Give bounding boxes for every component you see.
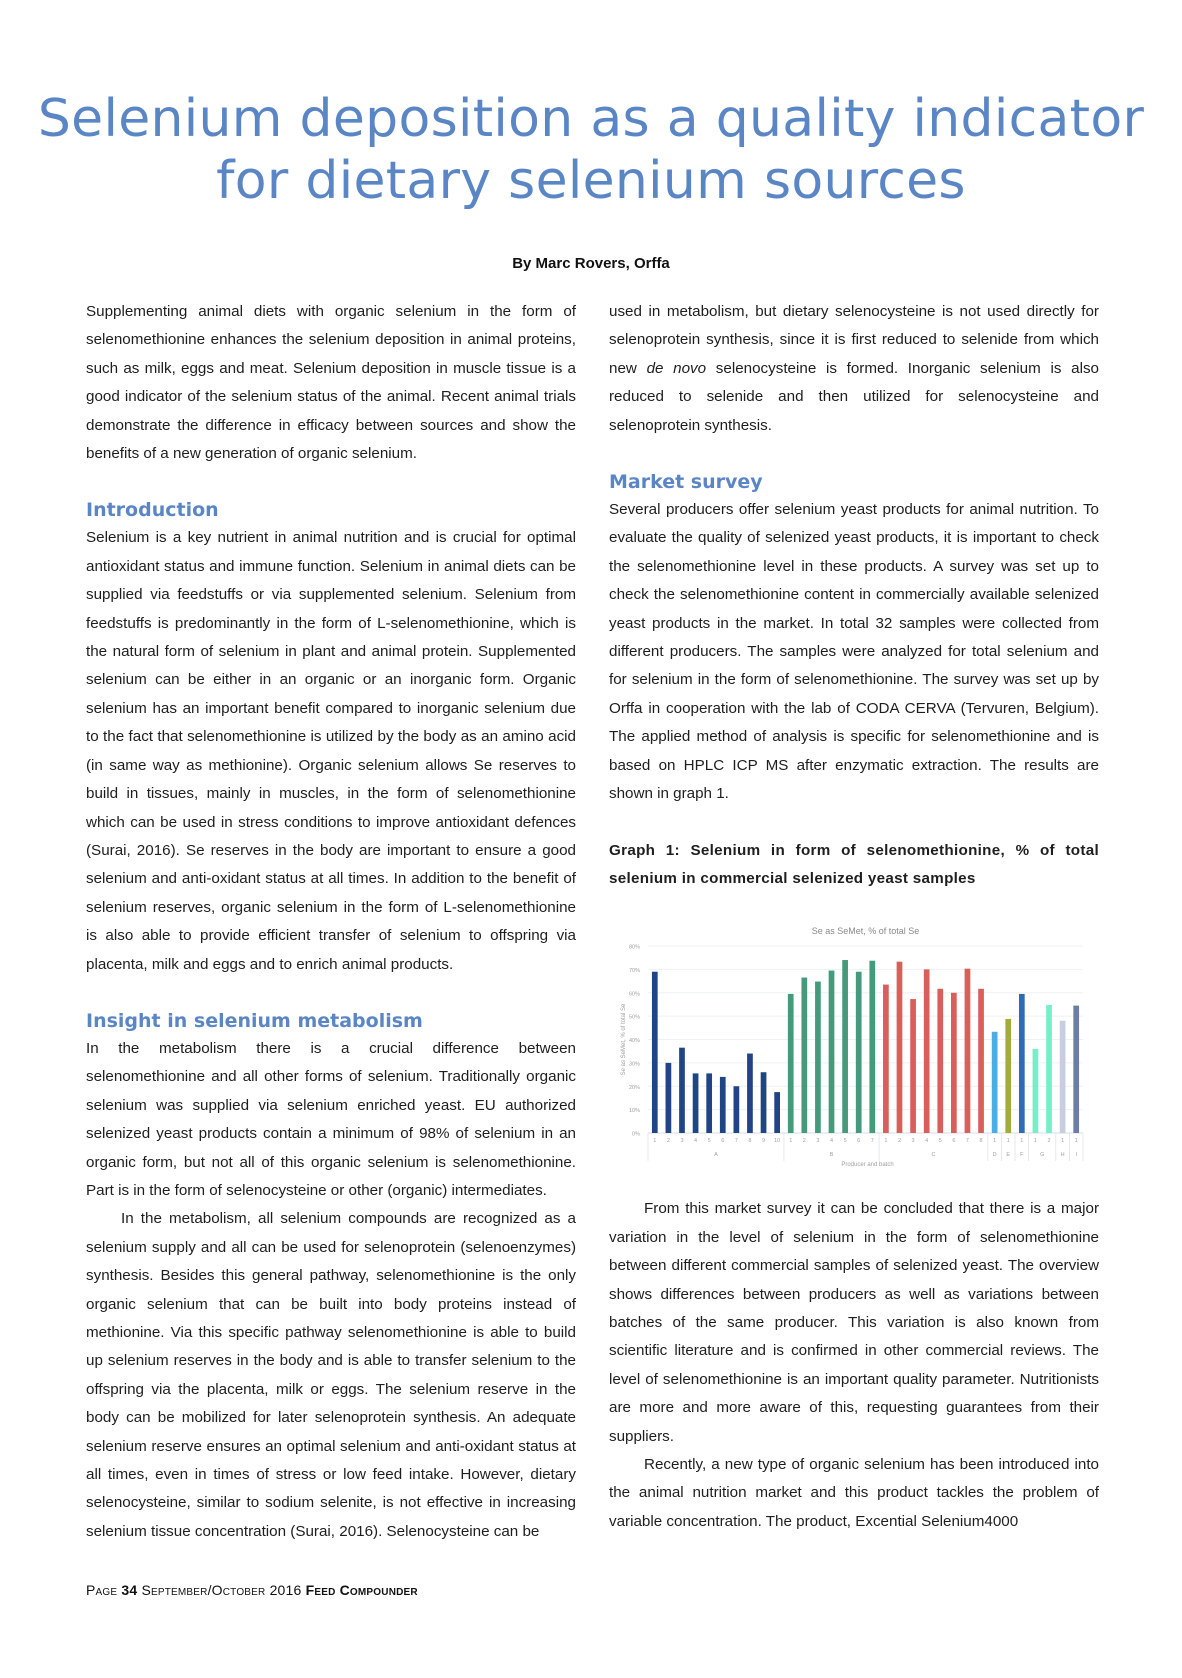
batch-label: 1	[1006, 1138, 1010, 1144]
batch-label: 4	[829, 1138, 834, 1144]
batch-label: 1	[1020, 1138, 1024, 1144]
y-tick-label: 60%	[628, 991, 640, 998]
batch-label: 1	[789, 1138, 793, 1144]
bar	[1005, 1019, 1011, 1133]
batch-label: 6	[952, 1138, 956, 1144]
page-footer	[86, 1582, 418, 1598]
batch-label: 9	[762, 1138, 766, 1144]
continued-paragraph	[609, 298, 1099, 440]
producer-label: B	[829, 1152, 834, 1158]
footer-publication: Feed Compounder	[305, 1582, 418, 1598]
chart-title: Se as SeMet, % of total Se	[811, 926, 920, 936]
title-line-2: for dietary selenium sources	[216, 151, 966, 211]
batch-label: 3	[680, 1138, 684, 1144]
batch-label: 2	[897, 1138, 902, 1144]
batch-label: 1	[884, 1138, 888, 1144]
producer-label: G	[1040, 1152, 1045, 1158]
bar	[1060, 1021, 1066, 1133]
footer-page-word: Page	[86, 1582, 118, 1598]
introduction-paragraph: Selenium is a key nutrient in animal nutrition and is crucial for optimal antioxidant status and immune function. Selenium in animal diets can be supplied via feedstuffs or via supplemented selenium. Selenium from feedstuffs is predominantly in the form of L-selenomethionine, which is the natural form of selenium in plant and animal protein. Supplemented selenium can be either in an organic or an inorganic form. Organic selenium has an important benefit compared to inorganic selenium due to the fact that selenomethionine is utilized by the body as an amino acid (in same way as methionine). Organic selenium allows Se reserves to build in tissues, mainly in muscles, in the form of selenomethionine which can be used in stress conditions to improve antioxidant defences (Surai, 2016). Se reserves in the body are important to ensure a good selenium and anti-oxidant status at all times. In addition to the benefit of selenium reserves, organic selenium in the form of L-selenomethionine is also able to provide efficient transfer of selenium to offspring via placenta, milk and eggs and to enrich animal products.	[86, 529, 576, 973]
bar	[788, 994, 794, 1133]
batch-label: 4	[694, 1138, 698, 1144]
batch-label: 6	[857, 1138, 861, 1144]
y-tick-label: 40%	[628, 1038, 640, 1044]
bar	[801, 978, 807, 1133]
bar	[937, 989, 943, 1133]
bar	[829, 971, 835, 1133]
bar	[910, 999, 916, 1133]
batch-label: 7	[965, 1138, 969, 1144]
bar	[1019, 994, 1025, 1133]
market-survey-heading: Market survey	[609, 471, 763, 494]
y-tick-label: 10%	[628, 1108, 640, 1115]
bar	[1073, 1006, 1079, 1133]
batch-label: 3	[911, 1138, 915, 1144]
batch-label: 8	[979, 1138, 983, 1144]
bar	[1033, 1049, 1039, 1133]
bar	[734, 1086, 740, 1133]
batch-label: 2	[1047, 1138, 1051, 1144]
continued-text-1: used in metabolism, but dietary selenocysteine is not used directly for selenoprotein synthesis, since it is first reduced to selenide from which new	[609, 303, 1099, 377]
batch-label: 7	[734, 1138, 738, 1144]
market-survey-paragraph: Several producers offer selenium yeast products for animal nutrition. To evaluate the quality of selenized yeast products, it is important to check the selenomethionine level in these products. A survey was set up to check the selenomethionine content in commercially available selenized yeast products in the market. In total 32 samples were collected from different producers. The samples were analyzed for total selenium and for selenium in the form of selenomethionine. The survey was set up by Orffa in cooperation with the lab of CODA CERVA (Tervuren, Belgium). The applied method of analysis is specific for selenomethionine and is based on HPLC ICP MS after enzymatic extraction. The results are shown in graph 1.	[609, 501, 1099, 803]
producer-label: D	[992, 1152, 997, 1158]
batch-label: 3	[816, 1138, 820, 1144]
bar	[978, 989, 984, 1133]
bar	[897, 962, 903, 1133]
bar	[706, 1073, 712, 1133]
batch-label: 1	[993, 1138, 997, 1144]
bar	[856, 972, 862, 1133]
bar	[774, 1092, 780, 1133]
y-tick-label: 20%	[628, 1084, 640, 1091]
batch-label: 1	[1061, 1138, 1065, 1144]
article-title	[0, 88, 1182, 212]
bar	[747, 1054, 753, 1133]
batch-label: 2	[666, 1138, 670, 1144]
continued-text-2: selenocysteine is formed. Inorganic selenium is also reduced to selenide and then utilized for selenocysteine and selenoprotein synthesis.	[609, 359, 1099, 434]
footer-issue: September/October	[141, 1582, 266, 1598]
y-tick-label: 80%	[628, 944, 640, 951]
bar-chart	[600, 915, 1100, 1185]
bar	[761, 1072, 767, 1133]
batch-label: 7	[870, 1138, 874, 1144]
bar	[679, 1048, 685, 1133]
producer-label: A	[714, 1152, 718, 1158]
bar	[951, 993, 957, 1133]
graph-caption: Graph 1: Selenium in form of selenomethionine, % of total selenium in commercial selenized yeast samples	[609, 841, 1099, 887]
bar	[720, 1077, 726, 1133]
y-tick-label: 50%	[628, 1014, 640, 1021]
bar	[869, 961, 875, 1133]
batch-label: 5	[938, 1138, 942, 1144]
bar-chart-svg	[600, 915, 1100, 1185]
bar	[924, 969, 930, 1133]
insight-heading: Insight in selenium metabolism	[86, 1009, 423, 1032]
intro-paragraph: Supplementing animal diets with organic selenium in the form of selenomethionine enhances the selenium deposition in animal proteins, such as milk, eggs and meat. Selenium deposition in muscle tissue is a good indicator of the selenium status of the animal. Recent animal trials demonstrate the difference in efficacy between sources and show the benefits of a new generation of organic selenium.	[86, 303, 576, 463]
batch-label: 5	[843, 1138, 847, 1144]
producer-label: I	[1075, 1152, 1077, 1158]
producer-label: C	[931, 1152, 936, 1158]
batch-label: 4	[925, 1138, 929, 1144]
x-axis-label: Producer and batch	[841, 1162, 894, 1168]
footer-year: 2016	[269, 1582, 302, 1598]
bar	[992, 1032, 998, 1133]
producer-label: F	[1020, 1152, 1024, 1158]
batch-label: 1	[653, 1138, 657, 1144]
bar	[883, 985, 889, 1133]
producer-label: H	[1060, 1152, 1065, 1158]
batch-label: 6	[721, 1138, 725, 1144]
bar	[842, 960, 848, 1133]
title-line-1: Selenium deposition as a quality indicator	[37, 89, 1145, 149]
bar	[1046, 1005, 1052, 1133]
bar	[965, 969, 971, 1133]
batch-label: 2	[802, 1138, 806, 1144]
recent-paragraph: Recently, a new type of organic selenium has been introduced into the animal nutrition market and this product tackles the problem of variable concentration. The product, Excential Selenium4000	[609, 1455, 1099, 1530]
bar	[693, 1073, 699, 1133]
batch-label: 10	[774, 1138, 781, 1144]
batch-label: 1	[1074, 1138, 1078, 1144]
introduction-heading: Introduction	[86, 499, 219, 522]
producer-label: E	[1006, 1152, 1011, 1158]
footer-page-number: 34	[121, 1582, 138, 1598]
insight-paragraph-2: In the metabolism, all selenium compounds are recognized as a selenium supply and all can be used for selenoprotein (selenoenzymes) synthesis. Besides this general pathway, selenomethionine is the only organic selenium that can be built into body proteins instead of methionine. Via this specific pathway selenomethionine is able to build up selenium reserves in the body and is able to transfer selenium to the offspring via the placenta, milk or eggs. The selenium reserve in the body can be mobilized for later selenoprotein synthesis. An adequate selenium reserve ensures an optimal selenium and anti-oxidant status at all times, even in times of stress or low feed intake. However, dietary selenocysteine, similar to sodium selenite, is not effective in increasing selenium tissue concentration (Surai, 2016). Selenocysteine can be	[86, 1210, 576, 1540]
conclusion-paragraph: From this market survey it can be concluded that there is a major variation in the level of selenium in the form of selenomethionine between different commercial samples of selenized yeast. The overview shows differences between producers as well as variations between batches of the same producer. This variation is also known from scientific literature and is confirmed in other commercial reviews. The level of selenomethionine is an important quality parameter. Nutritionists are more and more aware of this, requesting guarantees from their suppliers.	[609, 1200, 1099, 1445]
y-tick-label: 30%	[628, 1061, 640, 1068]
insight-paragraph-1: In the metabolism there is a crucial difference between selenomethionine and all other forms of selenium. Traditionally organic selenium was supplied via selenium enriched yeast. EU authorized selenized yeast products contain a minimum of 98% of selenium in an organic form, but not all of this organic selenium is selenomethionine. Part is in the form of selenocysteine or other (organic) intermediates.	[86, 1039, 576, 1199]
batch-label: 8	[748, 1138, 752, 1144]
y-tick-label: 70%	[628, 967, 640, 974]
y-axis-label: Se as SeMet, % of total Se	[621, 1003, 627, 1076]
de-novo-italic: de novo	[646, 359, 707, 377]
batch-label: 5	[707, 1138, 711, 1144]
batch-label: 1	[1033, 1138, 1037, 1144]
y-tick-label: 0%	[632, 1131, 640, 1138]
left-column	[86, 298, 576, 1546]
bar	[666, 1063, 672, 1133]
bar	[652, 972, 658, 1133]
byline: By Marc Rovers, Orffa	[512, 255, 670, 272]
bar	[815, 982, 821, 1133]
